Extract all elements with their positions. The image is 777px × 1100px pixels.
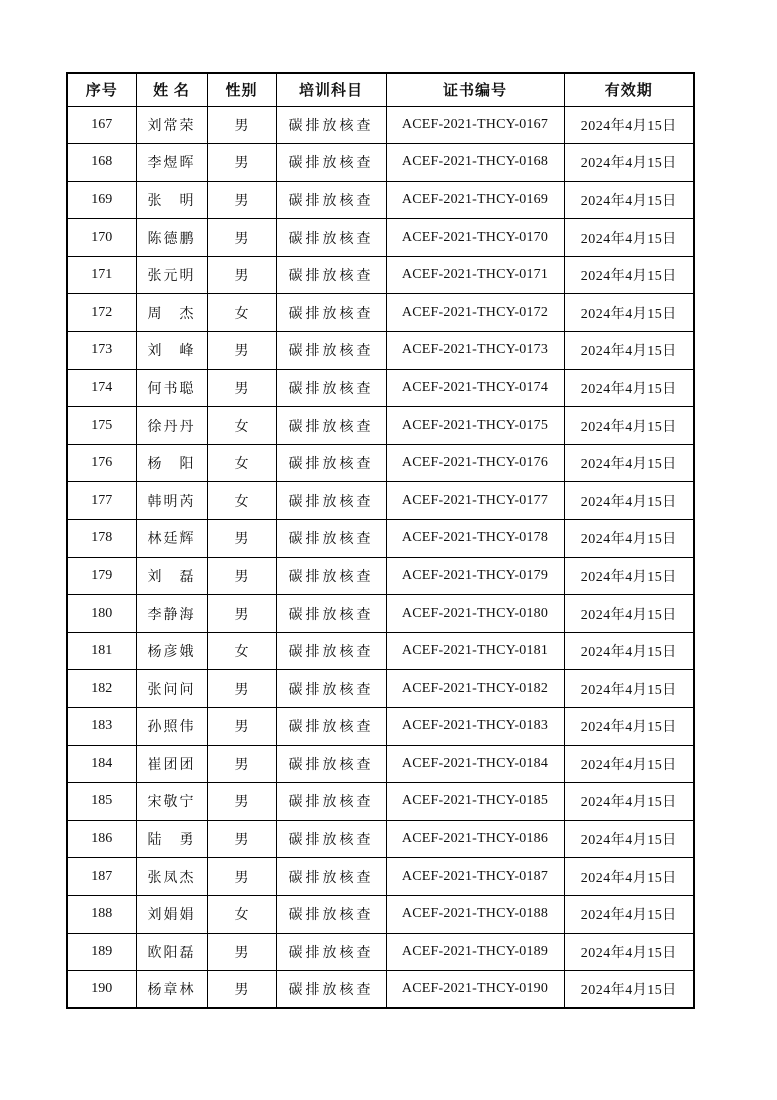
table-row xyxy=(67,820,694,858)
cell-number: 177 xyxy=(67,482,136,520)
cell-number: 169 xyxy=(67,181,136,219)
cell-number: 167 xyxy=(67,106,136,144)
table-row xyxy=(67,632,694,670)
table-row xyxy=(67,933,694,971)
cell-name: 周 杰 xyxy=(136,294,207,332)
cell-subject: 碳排放核查 xyxy=(276,106,386,144)
cell-name: 崔团团 xyxy=(136,745,207,783)
cell-validity: 2024年4月15日 xyxy=(564,670,694,708)
table-body xyxy=(67,106,694,1008)
table-row xyxy=(67,294,694,332)
table-row xyxy=(67,745,694,783)
table-row xyxy=(67,106,694,144)
cell-cert-number: ACEF-2021-THCY-0181 xyxy=(386,632,564,670)
cell-cert-number: ACEF-2021-THCY-0170 xyxy=(386,219,564,257)
cell-subject: 碳排放核查 xyxy=(276,670,386,708)
cell-gender: 男 xyxy=(207,106,276,144)
cell-number: 175 xyxy=(67,407,136,445)
cell-number: 172 xyxy=(67,294,136,332)
cell-validity: 2024年4月15日 xyxy=(564,106,694,144)
table-row xyxy=(67,332,694,370)
cell-subject: 碳排放核查 xyxy=(276,933,386,971)
cell-name: 张凤杰 xyxy=(136,858,207,896)
cell-gender: 男 xyxy=(207,783,276,821)
cell-name: 宋敬宁 xyxy=(136,783,207,821)
table-row xyxy=(67,520,694,558)
cell-subject: 碳排放核查 xyxy=(276,858,386,896)
cell-number: 186 xyxy=(67,820,136,858)
table-header xyxy=(67,73,694,106)
cell-gender: 男 xyxy=(207,256,276,294)
table-row xyxy=(67,895,694,933)
cell-name: 韩明芮 xyxy=(136,482,207,520)
cell-number: 170 xyxy=(67,219,136,257)
cell-subject: 碳排放核查 xyxy=(276,407,386,445)
cell-number: 179 xyxy=(67,557,136,595)
cell-number: 181 xyxy=(67,632,136,670)
cell-gender: 女 xyxy=(207,407,276,445)
table-row xyxy=(67,971,694,1009)
cell-name: 刘娟娟 xyxy=(136,895,207,933)
cell-number: 187 xyxy=(67,858,136,896)
cell-subject: 碳排放核查 xyxy=(276,783,386,821)
cell-cert-number: ACEF-2021-THCY-0182 xyxy=(386,670,564,708)
cell-subject: 碳排放核查 xyxy=(276,895,386,933)
cell-validity: 2024年4月15日 xyxy=(564,332,694,370)
cell-cert-number: ACEF-2021-THCY-0177 xyxy=(386,482,564,520)
cell-gender: 男 xyxy=(207,745,276,783)
cell-validity: 2024年4月15日 xyxy=(564,858,694,896)
cell-cert-number: ACEF-2021-THCY-0187 xyxy=(386,858,564,896)
cell-subject: 碳排放核查 xyxy=(276,482,386,520)
table-row xyxy=(67,595,694,633)
cell-name: 陆 勇 xyxy=(136,820,207,858)
table-row xyxy=(67,783,694,821)
table-row xyxy=(67,219,694,257)
cell-number: 190 xyxy=(67,971,136,1009)
cell-validity: 2024年4月15日 xyxy=(564,632,694,670)
cell-gender: 男 xyxy=(207,369,276,407)
cell-cert-number: ACEF-2021-THCY-0172 xyxy=(386,294,564,332)
cell-gender: 女 xyxy=(207,444,276,482)
cell-name: 杨彦娥 xyxy=(136,632,207,670)
cell-name: 杨章林 xyxy=(136,971,207,1009)
cell-name: 徐丹丹 xyxy=(136,407,207,445)
cell-cert-number: ACEF-2021-THCY-0188 xyxy=(386,895,564,933)
cell-cert-number: ACEF-2021-THCY-0189 xyxy=(386,933,564,971)
col-header-name: 姓 名 xyxy=(136,73,207,106)
cell-cert-number: ACEF-2021-THCY-0173 xyxy=(386,332,564,370)
cell-validity: 2024年4月15日 xyxy=(564,520,694,558)
cell-number: 171 xyxy=(67,256,136,294)
cell-cert-number: ACEF-2021-THCY-0184 xyxy=(386,745,564,783)
cell-gender: 男 xyxy=(207,595,276,633)
cell-validity: 2024年4月15日 xyxy=(564,181,694,219)
cell-number: 188 xyxy=(67,895,136,933)
col-header-validity: 有效期 xyxy=(564,73,694,106)
cell-cert-number: ACEF-2021-THCY-0178 xyxy=(386,520,564,558)
cell-cert-number: ACEF-2021-THCY-0183 xyxy=(386,708,564,746)
cell-validity: 2024年4月15日 xyxy=(564,482,694,520)
cell-cert-number: ACEF-2021-THCY-0186 xyxy=(386,820,564,858)
cell-gender: 男 xyxy=(207,933,276,971)
cell-subject: 碳排放核查 xyxy=(276,708,386,746)
cell-number: 184 xyxy=(67,745,136,783)
cell-gender: 男 xyxy=(207,670,276,708)
cell-gender: 女 xyxy=(207,895,276,933)
cell-validity: 2024年4月15日 xyxy=(564,895,694,933)
cell-validity: 2024年4月15日 xyxy=(564,256,694,294)
cell-subject: 碳排放核查 xyxy=(276,144,386,182)
cell-number: 180 xyxy=(67,595,136,633)
cell-validity: 2024年4月15日 xyxy=(564,294,694,332)
table-row xyxy=(67,407,694,445)
cell-subject: 碳排放核查 xyxy=(276,971,386,1009)
table-row xyxy=(67,482,694,520)
cell-name: 刘 峰 xyxy=(136,332,207,370)
cell-name: 刘常荣 xyxy=(136,106,207,144)
cell-validity: 2024年4月15日 xyxy=(564,444,694,482)
table-row xyxy=(67,708,694,746)
col-header-gender: 性别 xyxy=(207,73,276,106)
cell-name: 张 明 xyxy=(136,181,207,219)
cell-cert-number: ACEF-2021-THCY-0169 xyxy=(386,181,564,219)
cell-name: 刘 磊 xyxy=(136,557,207,595)
cell-gender: 男 xyxy=(207,181,276,219)
cell-validity: 2024年4月15日 xyxy=(564,369,694,407)
cell-validity: 2024年4月15日 xyxy=(564,971,694,1009)
cell-name: 欧阳磊 xyxy=(136,933,207,971)
cell-subject: 碳排放核查 xyxy=(276,632,386,670)
cell-gender: 女 xyxy=(207,482,276,520)
cell-gender: 男 xyxy=(207,332,276,370)
table-row xyxy=(67,369,694,407)
cell-cert-number: ACEF-2021-THCY-0167 xyxy=(386,106,564,144)
table-row xyxy=(67,858,694,896)
cell-number: 185 xyxy=(67,783,136,821)
cell-subject: 碳排放核查 xyxy=(276,219,386,257)
cell-name: 孙照伟 xyxy=(136,708,207,746)
table-row xyxy=(67,144,694,182)
table-row xyxy=(67,181,694,219)
cell-gender: 男 xyxy=(207,219,276,257)
table-row xyxy=(67,256,694,294)
cell-subject: 碳排放核查 xyxy=(276,294,386,332)
cell-number: 168 xyxy=(67,144,136,182)
cell-name: 张问问 xyxy=(136,670,207,708)
cell-cert-number: ACEF-2021-THCY-0190 xyxy=(386,971,564,1009)
cell-gender: 男 xyxy=(207,858,276,896)
cell-cert-number: ACEF-2021-THCY-0168 xyxy=(386,144,564,182)
cell-cert-number: ACEF-2021-THCY-0176 xyxy=(386,444,564,482)
cell-gender: 女 xyxy=(207,632,276,670)
cell-cert-number: ACEF-2021-THCY-0174 xyxy=(386,369,564,407)
cell-gender: 女 xyxy=(207,294,276,332)
cell-name: 李煜晖 xyxy=(136,144,207,182)
cell-number: 189 xyxy=(67,933,136,971)
cell-name: 张元明 xyxy=(136,256,207,294)
cell-subject: 碳排放核查 xyxy=(276,256,386,294)
cell-subject: 碳排放核查 xyxy=(276,444,386,482)
cell-subject: 碳排放核查 xyxy=(276,745,386,783)
cell-cert-number: ACEF-2021-THCY-0175 xyxy=(386,407,564,445)
cell-name: 杨 阳 xyxy=(136,444,207,482)
cell-subject: 碳排放核查 xyxy=(276,181,386,219)
cell-cert-number: ACEF-2021-THCY-0185 xyxy=(386,783,564,821)
cell-number: 173 xyxy=(67,332,136,370)
cell-number: 178 xyxy=(67,520,136,558)
cell-cert-number: ACEF-2021-THCY-0171 xyxy=(386,256,564,294)
cell-validity: 2024年4月15日 xyxy=(564,557,694,595)
cell-number: 183 xyxy=(67,708,136,746)
cell-validity: 2024年4月15日 xyxy=(564,407,694,445)
col-header-cert-number: 证书编号 xyxy=(386,73,564,106)
cell-validity: 2024年4月15日 xyxy=(564,745,694,783)
cell-name: 林廷辉 xyxy=(136,520,207,558)
certificate-table xyxy=(66,72,695,1009)
cell-name: 李静海 xyxy=(136,595,207,633)
cell-gender: 男 xyxy=(207,971,276,1009)
header-row xyxy=(67,73,694,106)
cell-validity: 2024年4月15日 xyxy=(564,933,694,971)
cell-name: 陈德鹏 xyxy=(136,219,207,257)
cell-number: 176 xyxy=(67,444,136,482)
table-row xyxy=(67,557,694,595)
cell-name: 何书聪 xyxy=(136,369,207,407)
cell-validity: 2024年4月15日 xyxy=(564,708,694,746)
cell-subject: 碳排放核查 xyxy=(276,520,386,558)
cell-gender: 男 xyxy=(207,820,276,858)
cell-validity: 2024年4月15日 xyxy=(564,820,694,858)
cell-gender: 男 xyxy=(207,144,276,182)
cell-gender: 男 xyxy=(207,557,276,595)
cell-subject: 碳排放核查 xyxy=(276,595,386,633)
table-row xyxy=(67,670,694,708)
cell-subject: 碳排放核查 xyxy=(276,557,386,595)
col-header-subject: 培训科目 xyxy=(276,73,386,106)
col-header-number: 序号 xyxy=(67,73,136,106)
cell-gender: 男 xyxy=(207,520,276,558)
cell-number: 182 xyxy=(67,670,136,708)
cell-cert-number: ACEF-2021-THCY-0180 xyxy=(386,595,564,633)
cell-subject: 碳排放核查 xyxy=(276,369,386,407)
cell-validity: 2024年4月15日 xyxy=(564,595,694,633)
cell-validity: 2024年4月15日 xyxy=(564,783,694,821)
cell-subject: 碳排放核查 xyxy=(276,820,386,858)
cell-validity: 2024年4月15日 xyxy=(564,219,694,257)
cell-validity: 2024年4月15日 xyxy=(564,144,694,182)
table-row xyxy=(67,444,694,482)
cell-gender: 男 xyxy=(207,708,276,746)
cell-cert-number: ACEF-2021-THCY-0179 xyxy=(386,557,564,595)
cell-number: 174 xyxy=(67,369,136,407)
cell-subject: 碳排放核查 xyxy=(276,332,386,370)
